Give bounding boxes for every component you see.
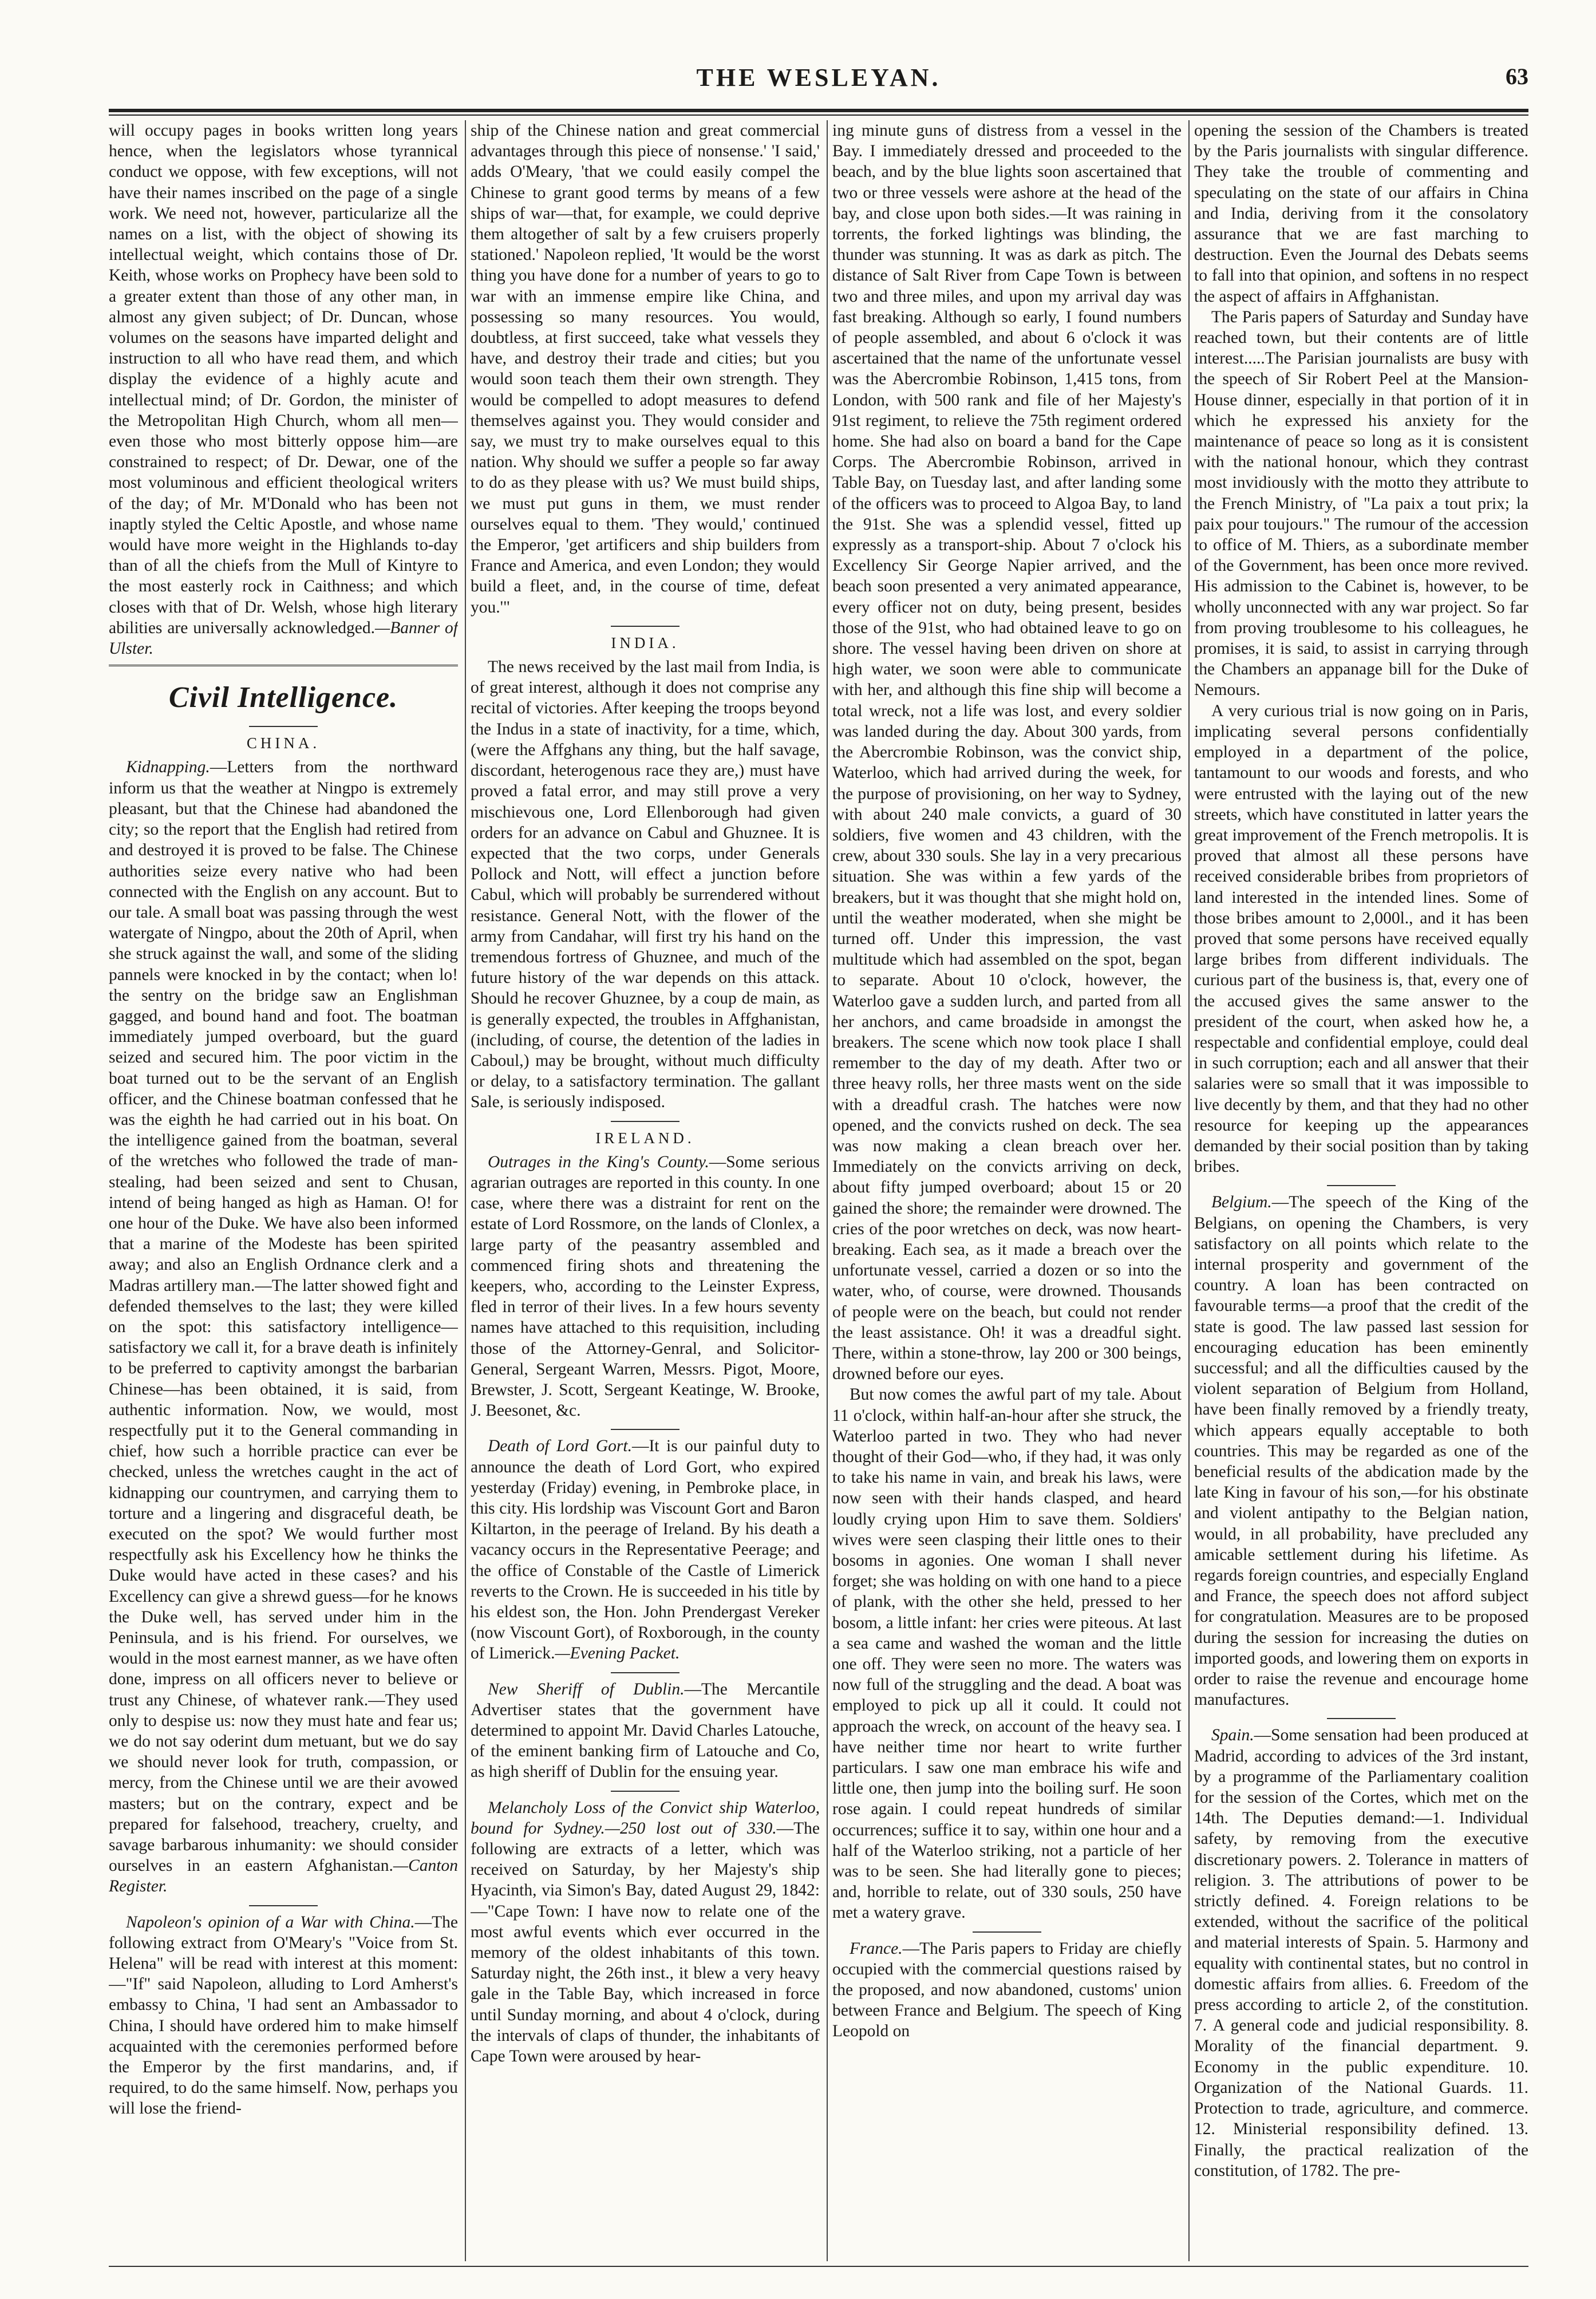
article-lead: Belgium. bbox=[1211, 1193, 1272, 1212]
column-divider bbox=[827, 120, 828, 2261]
source-credit: —Evening Packet. bbox=[555, 1644, 680, 1663]
article-kidnapping bbox=[109, 757, 458, 1897]
column-divider bbox=[1188, 120, 1190, 2261]
divider bbox=[1327, 1718, 1396, 1719]
article-france bbox=[832, 1938, 1182, 2042]
divider bbox=[611, 1672, 680, 1673]
masthead-title: THE WESLEYAN. bbox=[696, 64, 941, 92]
paragraph: A very curious trial is now going on in Paris, implicating several persons confidentially employed in a department of the police, tantamount to our woods and forests, and who were entrusted with the laying out of the new streets, which have constituted in latter years the great improvement of the French metropolis. It is proved that almost all these persons have received considerable bribes from proprietors of land interested in the intended lines. Some of those bribes amount to 2,000l., and it has been proved that some persons have received equally large bribes from different individuals. The curious part of the business is, that, every one of the accused gives the same answer to the president of the court, when asked how he, a respectable and confidential employe, could deal in such corruption; each and all answer that their salaries were so small that it was impossible to live decently by them, and that they had no other resource for keeping up the appearances demanded by their social position than by taking bribes. bbox=[1194, 701, 1528, 1176]
paragraph: —It is our painful duty to announce the death of Lord Gort, who expired yesterday (Friday) evening, in Pembroke place, in this city. His lordship was Viscount Gort and Baron Kiltarton, in the peerage of Ireland. By his death a vacancy occurs in the Representative Peerage; and the office of Constable of the Castle of Limerick reverts to the Crown. He is succeeded in his title by his eldest son, the Hon. John Prendergast Vereker (now Viscount Gort), of Roxborough, in the county of Limerick. bbox=[471, 1437, 820, 1663]
paragraph: The Paris papers of Saturday and Sunday have reached town, but their contents are of little interest.....The Parisian journalists are busy with the speech of Sir Robert Peel at the Mansion-House dinner, especially in that portion of it in which he expressed his anxiety for the maintenance of peace so long as it is consistent with the national honour, which they contrast most invidiously with the motto they attribute to the French Ministry, of "La paix a tout prix; la paix pour toujours." The rumour of the accession to office of M. Thiers, as a subordinate member of the Government, has been once more revived. His admission to the Cabinet is, however, to be wholly unconnected with any war project. So far from proving troublesome to his colleagues, he promises, it is said, to assist in carrying through the Chambers an appanage bill for the Duke of Nemours. bbox=[1194, 307, 1528, 700]
paragraph: ship of the Chinese nation and great commercial advantages through this piece of nonsense.' 'I said,' adds O'Meary, 'that we could easily compel the Chinese to grant good terms by means of a few ships of war—that, for example, we could deprive them altogether of salt by a few cruisers properly stationed.' Napoleon replied, 'It would be the worst thing you have done for a number of years to go to war with an immense empire like China, and possessing so many resources. You would, doubtless, at first succeed, take what vessels they have, and destroy their trade and cities; but you would soon teach them their own strength. They would be compelled to adopt measures to defend themselves against you. They would consider and say, we must try to make ourselves equal to this nation. Why should we suffer a people so far away to do as they please with us? We must build ships, we must put guns in them, we must render ourselves equal to them. 'They would,' continued the Emperor, 'get artificers and ship builders from France and America, and even London; they would build a fleet, and, in the course of time, defeat you.'" bbox=[471, 121, 820, 617]
source-credit: —Canton Register. bbox=[109, 1856, 458, 1896]
dateline-heading: IRELAND. bbox=[595, 1129, 695, 1147]
source-credit: —Banner of Ulster. bbox=[109, 618, 458, 658]
paragraph: —Letters from the northward inform us that the weather at Ningpo is extremely pleasant, but that the Chinese had abandoned the city; so the report that the English had retired from and destroyed it is proved to be false. The Chinese authorities seize every native who had been connected with the English on any account. But to our tale. A small boat was passing through the west watergate of Ningpo, about the 20th of April, when she struck against the wall, and some of the sliding pannels were knocked in by the contact; when lo! the sentry on the bridge saw an Englishman gagged, and bound hand and foot. The boatman immediately jumped overboard, but the guard seized and secured him. The poor victim in the boat turned out to be the servant of an English officer, and the Chinese boatman confessed that he was the eighth he had carried out in his boat. On the intelligence gained from the boatman, several of the wretches who followed the trade of man-stealing, had been seized and sent to Chusan, intend of being hanged as high as Haman. O! for one hour of the Duke. We have also been informed that a marine of the Modeste has been spirited away; and also an English Ordnance clerk and a Madras artillery man.—The latter showed fight and defended themselves to the last; they were killed on the spot: this satisfactory intelligence—satisfactory we call it, for a brave death is infinitely to be preferred to captivity amongst the barbarian Chinese—has been obtained, it is said, from authentic information. Now, we would, most respectfully put it to the General commanding in chief, how such a horrible practice can ever be checked, unless the wretches caught in the act of kidnapping our countrymen, and carrying them to torture and a lingering and disgraceful death, be executed on the spot? We would further most respectfully ask his Excellency how he thinks the Duke would have acted in these cases? and his Excellency can give a shrewd guess—for he knows the Duke well, has served under him in the Peninsula, and is his friend. For ourselves, we would in the most earnest manner, as we have often done, impress on all officers never to believe or trust any Chinese, of whatever rank.—They used only to despise us: now they must hate and fear us; we do not say oderint dum metuant, but we do say we should never look for truth, compassion, or mercy, from the Chinese until we are their avowed masters; but on the contrary, expect and be prepared for falsehood, treachery, cruelty, and savage barbarous inhumanity: we should consider ourselves in an eastern Afghanistan. bbox=[109, 758, 458, 1875]
article-lead: Spain. bbox=[1211, 1726, 1254, 1745]
divider bbox=[973, 1931, 1041, 1933]
column-3 bbox=[832, 120, 1182, 2261]
paragraph: But now comes the awful part of my tale. About 11 o'clock, within half-an-hour after she struck, the Waterloo parted in two. They who had never thought of their God—who, if they had, it was only to take his name in vain, and break his laws, were now seen with their hands clasped, and heard loudly crying upon Him to save them. Soldiers' wives were seen clasping their little ones to their bosoms in agonies. One woman I shall never forget; she was holding on with one hand to a piece of plank, with the other she held, pressed to her bosom, a little infant: her cries were piteous. At last a sea came and washed the woman and the little one off. They were seen no more. The waters was now full of the struggling and the dead. A boat was employed to pick up all it could. It could not approach the wreck, on account of the heavy sea. I have neither time nor heart to write further particulars. I saw one man embrace his wife and little one, then jump into the boiling surf. He soon rose again. I could repeat hundreds of similar occurrences; suffice it to say, within one hour and a half of the Waterloo striking, not a particle of her was to be seen. She had literally gone to pieces; and, horrible to relate, out of 330 souls, 250 have met a watery grave. bbox=[832, 1385, 1182, 1922]
article-lead: Death of Lord Gort. bbox=[488, 1437, 632, 1456]
column-divider bbox=[465, 120, 466, 2261]
paragraph: —The following are extracts of a letter, which was received on Saturday, by her Majesty's ship Hyacinth, via Simon's Bay, dated August 29, 1842:—"Cape Town: I have now to relate one of the most awful events which ever occurred in the memory of the oldest inhabitants of this town. Saturday night, the 26th inst., it blew a very heavy gale in the Table Bay, which increased in force until Sunday morning, and about 4 o'clock, during the intervals of claps of thunder, the inhabitants of Cape Town were aroused by hear- bbox=[471, 1819, 820, 2066]
article-lead: New Sheriff of Dublin. bbox=[488, 1680, 685, 1698]
article-napoleon bbox=[109, 1912, 458, 2119]
article-outrages bbox=[471, 1152, 820, 1421]
paragraph: will occupy pages in books written long years hence, when the legislators whose tyrannical conduct we oppose, with few exceptions, will not have their names inscribed on the page of a single work. We need not, however, particularize all the names on a list, with the object of showing its intellectual weight, which contains those of Dr. Keith, whose works on Prophecy have been sold to a greater extent than those of any other man, in almost any given subject; of Dr. Duncan, whose volumes on the seasons have imparted delight and instruction to all who have read them, and which display the evidence of a highly acute and intellectual mind; of Dr. Gordon, the minister of the Metropolitan High Church, whom all men—even those who most bitterly oppose him—are constrained to respect; of Dr. Dewar, one of the most voluminous and efficient theological writers of the day; of Mr. M'Donald who has been not inaptly styled the Celtic Apostle, and whose name would have more weight in the Highlands to-day than of all the chiefs from the Mull of Kintyre to the most easterly rock in Caithness; and which closes with that of Dr. Welsh, whose high literary abilities are universally acknowledged. bbox=[109, 121, 458, 637]
article-gort bbox=[471, 1436, 820, 1664]
article-spain bbox=[1194, 1725, 1528, 2181]
section-rule bbox=[109, 665, 458, 666]
divider bbox=[249, 726, 318, 727]
paragraph: —The Mercantile Advertiser states that the government have determined to appoint Mr. David Charles Latouche, of the eminent banking firm of Latouche and Co, as high sheriff of Dublin for the ensuing year. bbox=[471, 1680, 820, 1781]
column-4 bbox=[1194, 120, 1528, 2261]
divider bbox=[611, 1121, 680, 1122]
column-2 bbox=[471, 120, 820, 2261]
article-waterloo bbox=[471, 1798, 820, 2067]
header-rule bbox=[109, 109, 1528, 116]
article-lead: Melancholy Loss of the Convict ship Waterloo, bound for Sydney.—250 lost out of 330. bbox=[471, 1798, 820, 1838]
paragraph: ing minute guns of distress from a vessel in the Bay. I immediately dressed and proceeded to the beach, and by the blue lights soon ascertained that two or three vessels were ashore at the head of the bay, and close upon both sides.—It was raining in torrents, the forked lightings was blinding, the thunder was stunning. It was as dark as pitch. The distance of Salt River from Cape Town is between two and three miles, and upon my arrival day was fast breaking. Although so early, I found numbers of people assembled, and about 6 o'clock it was ascertained that the name of the unfortunate vessel was the Abercrombie Robinson, 1,415 tons, from London, with 500 rank and file of her Majesty's 91st regiment, to relieve the 75th regiment ordered home. She had also on board a band for the Cape Corps. The Abercrombie Robinson, arrived in Table Bay, on Tuesday last, and after landing some of the officers was to proceed to Algoa Bay, to land the 91st. She was a splendid vessel, fitted up expressly as a transport-ship. About 7 o'clock his Excellency Sir George Napier arrived, and the beach soon presented a very animated appearance, every officer not on duty, being present, besides those of the 91st, who had obtained leave to go on shore. The vessel having been driven on shore at high water, we soon were able to communicate with her, and although this fine ship will become a total wreck, not a life was lost, and every soldier was landed during the day. About 300 yards, from the Abercrombie Robinson, was the convict ship, Waterloo, which had arrived during the week, for the purpose of provisioning, on her way to Sydney, with about 240 male convicts, a guard of 30 soldiers, five women and 43 children, with the crew, about 330 souls. She lay in a very precarious situation. She was within a few yards of the breakers, but it was thought that she might hold on, until the weather moderated, when she might be turned off. Under this impression, the vast multitude which had assembled on the spot, began to separate. About 10 o'clock, however, the Waterloo gave a sudden lurch, and parted from all her anchors, and came broadside in amongst the breakers. The scene which now took place I shall remember to the day of my death. After two or three heavy rolls, her three masts went on the side with a dreadful crash. The hatches were now opened, and the convicts rushed on deck. The sea was now making a clean breach over her. Immediately on the convicts arriving on deck, about fifty jumped overboard; about 15 or 20 gained the shore; the remainder were drowned. The cries of the poor wretches on deck, was now heart-breaking. Each sea, as it made a breach over the unfortunate vessel, carried a dozen or so into the water, who, of course, were drowned. Thousands of people were on the beach, but could not render the least assistance. Oh! it was a dreadful sight. There, within a stone-throw, lay 200 or 300 beings, drowned before our eyes. bbox=[832, 121, 1182, 1384]
paragraph: The news received by the last mail from India, is of great interest, although it does not comprise any recital of victories. After keeping the troops beyond the Indus in a state of inactivity, for a time, which, (were the Affghans any thing, but the half savage, discordant, heterogenous race they are,) must have proved a fatal error, and may still prove a very mischievous one, Lord Ellenborough had given orders for an advance on Cabul and Ghuznee. It is expected that the two corps, under Generals Pollock and Nott, will effect a junction before Cabul, which will probably be surrendered without resistance. General Nott, with the flower of the army from Candahar, will first try his hand on the tremendous fortress of Ghuznee, and much of the future history of the war depends on this attack. Should he recover Ghuznee, by a coup de main, as is generally expected, the troubles in Affghanistan, (including, of course, the detention of the ladies in Caboul,) may be brought, without much difficulty or delay, to a satisfactory termination. The gallant Sale, is seriously indisposed. bbox=[471, 658, 820, 1112]
section-title: Civil Intelligence. bbox=[168, 681, 398, 714]
article-lead: France. bbox=[850, 1939, 903, 1958]
divider bbox=[611, 626, 680, 627]
paragraph: —Some serious agrarian outrages are reported in this county. In one case, where there was a distraint for rent on the estate of Lord Rossmore, on the lands of Clonlex, a large party of the peasantry assembled and commenced firing shots and threatening the keepers, who, according to the Leinster Express, fled in terror of their lives. In a few hours seventy names have attached to this requisition, including those of the Attorney-Genral, and Solicitor-General, Sergeant Warren, Messrs. Pigot, Moore, Brewster, J. Scott, Sergeant Keatinge, W. Brooke, J. Beesonet, &c. bbox=[471, 1152, 820, 1420]
paragraph: —The speech of the King of the Belgians, on opening the Chambers, is very satisfactory on all points which relate to the internal prosperity and government of the country. A loan has been contracted on favourable terms—a proof that the credit of the state is good. The law passed last session for encouraging education has been eminently successful; and all the difficulties caused by the violent separation of Belgium from Holland, have been finally removed by a friendly treaty, which appears equally acceptable to both countries. This may be regarded as one of the beneficial results of the abdication made by the late King in favour of his son,—for his obstinate and violent antipathy to the Belgian nation, would, in all probability, have precluded any amicable settlement during his lifetime. As regards foreign countries, and especially England and France, the speech does not afford subject for congratulation. Measures are to be proposed during the session for increasing the duties on imported goods, and lowering them on exports in order to raise the revenue and encourage home manufactures. bbox=[1194, 1193, 1528, 1709]
divider bbox=[611, 1791, 680, 1792]
dateline-heading: INDIA. bbox=[611, 634, 680, 651]
paragraph: —The Paris papers to Friday are chiefly occupied with the commercial questions raised by the proposed, and now abandoned, customs' union between France and Belgium. The speech of King Leopold on bbox=[832, 1939, 1182, 2041]
paragraph: opening the session of the Chambers is treated by the Paris journalists with singular difference. They take the trouble of commenting and speculating on the state of our affairs in China and India, deriving from it the consolatory assurance that we are fast marching to destruction. Even the Journal des Debats seems to fall into that opinion, and softens in no respect the aspect of affairs in Affghanistan. bbox=[1194, 121, 1528, 306]
page-number: 63 bbox=[1506, 64, 1528, 89]
article-lead: Napoleon's opinion of a War with China. bbox=[126, 1913, 415, 1931]
paragraph: —Some sensation had been produced at Madrid, according to advices of the 3rd instant, by a programme of the Parliamentary coalition for the session of the Cortes, which met on the 14th. The Deputies demand:—1. Individual safety, by removing from the executive discretionary powers. 2. Tolerance in matters of religion. 3. The attributions of power to be strictly defined. 4. Foreign relations to be extended, without the sacrifice of the political and material interests of Spain. 5. Harmony and equality with continental states, but no control in domestic affairs from allies. 6. Freedom of the press according to article 2, of the constitution. 7. A general code and judicial responsibility. 8. Morality of the financial department. 9. Economy in the public expenditure. 10. Organization of the National Guards. 11. Protection to trade, agriculture, and commerce. 12. Ministerial responsibility defined. 13. Finally, the practical realization of the constitution, of 1782. The pre- bbox=[1194, 1726, 1528, 2180]
dateline-heading: CHINA. bbox=[246, 734, 321, 752]
article-lead: Kidnapping. bbox=[126, 758, 210, 777]
column-1 bbox=[109, 120, 458, 2261]
article-lead: Outrages in the King's County. bbox=[488, 1152, 709, 1171]
divider bbox=[611, 1429, 680, 1430]
divider bbox=[249, 1905, 318, 1906]
article-sheriff bbox=[471, 1679, 820, 1783]
footer-rule bbox=[109, 2266, 1528, 2267]
article-text bbox=[109, 120, 458, 659]
page-header bbox=[109, 63, 1528, 114]
paragraph: —The following extract from O'Meary's "Voice from St. Helena" will be read with interest at this moment:—"If" said Napoleon, alluding to Lord Amherst's embassy to China, 'I had sent an Ambassador to China, I should have ordered him to make himself acquainted with the ceremonies performed before the Emperor by the first mandarins, and, if required, to do the same himself. Now, perhaps you will lose the friend- bbox=[109, 1913, 458, 2118]
divider bbox=[1327, 1185, 1396, 1186]
article-belgium bbox=[1194, 1192, 1528, 1710]
